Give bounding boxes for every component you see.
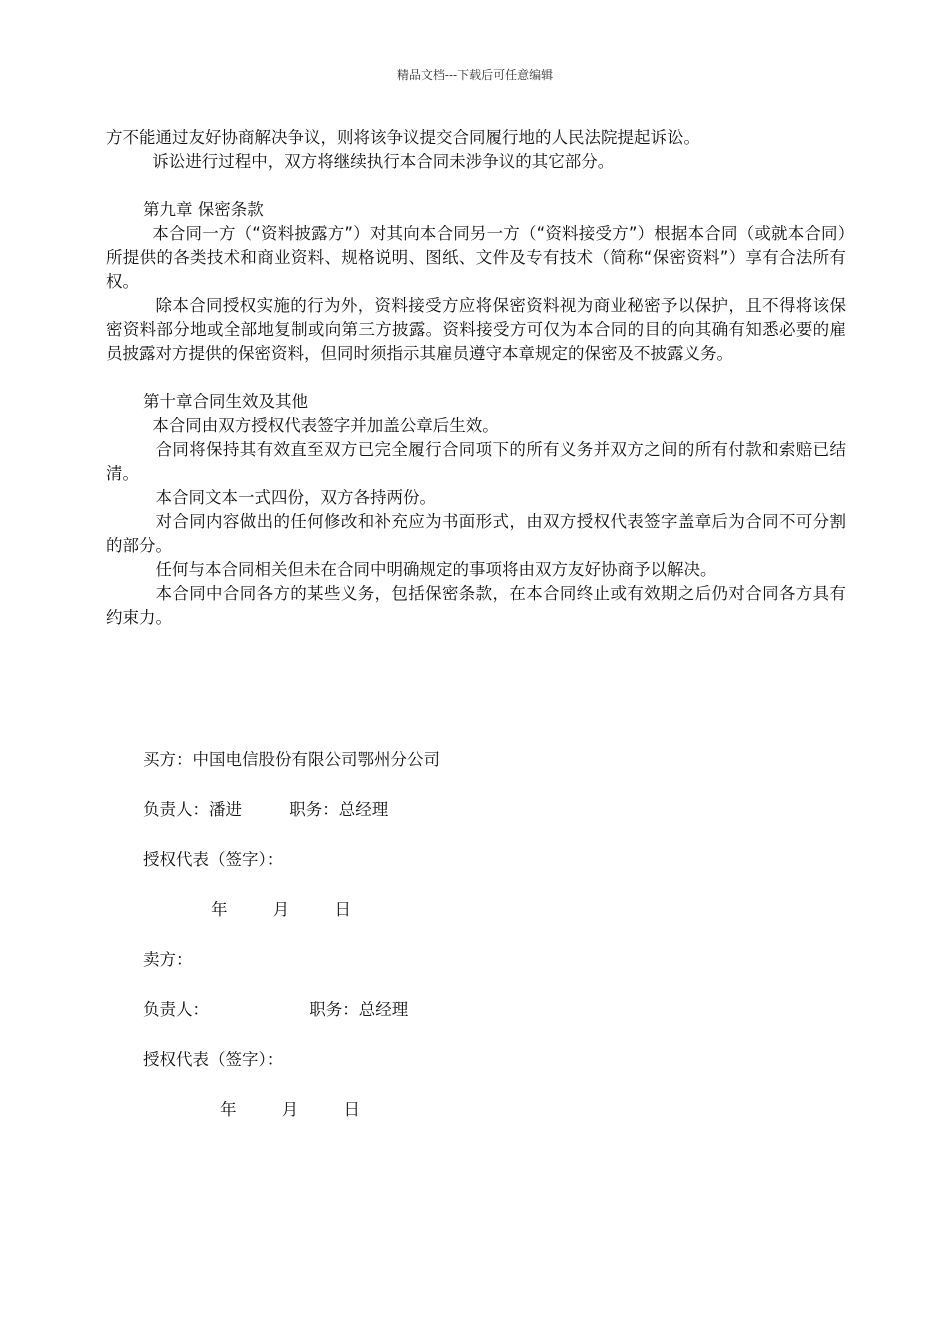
contract-body: [106, 126, 846, 630]
spacer: [106, 366, 846, 390]
seller-responsible: 负责人：: [143, 1000, 209, 1019]
buyer-authorized: 授权代表（签字）：: [143, 850, 284, 869]
seller-date-month: 月: [281, 1100, 299, 1119]
buyer-position: 职务：总经理: [289, 800, 389, 819]
seller-party: 卖方：: [143, 950, 193, 969]
chapter-9-paragraph-1: 本合同一方（“资料披露方”）对其向本合同另一方（“资料接受方”）根据本合同（或就本合同）所提供的各类技术和商业资料、规格说明、图纸、文件及专有技术（简称“保密资料”）享有合法所有权。: [106, 224, 846, 291]
seller-date-year: 年: [220, 1100, 237, 1119]
buyer-date-year: 年: [211, 900, 228, 919]
chapter-10-paragraph-3: 本合同文本一式四份，双方各持两份。: [155, 488, 436, 507]
seller-date-row: [220, 1098, 360, 1122]
seller-date-day: 日: [343, 1100, 360, 1119]
seller-authorized: 授权代表（签字）：: [143, 1050, 284, 1069]
chapter-10-paragraph-2: 合同将保持其有效直至双方已完全履行合同项下的所有义务并双方之间的所有付款和索赔已结清。: [106, 440, 846, 483]
buyer-date-row: [211, 898, 351, 922]
chapter-9-paragraph-2: 除本合同授权实施的行为外，资料接受方应将保密资料视为商业秘密予以保护，且不得将该保密资料部分地或全部地复制或向第三方披露。资料接受方可仅为本合同的目的向其确有知悉必要的雇员披露对方提供的保密资料，但同时须指示其雇员遵守本章规定的保密及不披露义务。: [106, 296, 846, 363]
intro-paragraph-1: 方不能通过友好协商解决争议，则将该争议提交合同履行地的人民法院提起诉讼。: [106, 128, 700, 147]
chapter-9-title: 第九章 保密条款: [143, 200, 264, 219]
buyer-responsible-row: [143, 798, 388, 822]
chapter-10-paragraph-1: 本合同由双方授权代表签字并加盖公章后生效。: [152, 416, 499, 435]
seller-responsible-row: [143, 998, 408, 1022]
chapter-10-title: 第十章合同生效及其他: [143, 392, 308, 411]
chapter-10-paragraph-5: 任何与本合同相关但未在合同中明确规定的事项将由双方友好协商予以解决。: [155, 560, 717, 579]
chapter-10-paragraph-4: 对合同内容做出的任何修改和补充应为书面形式，由双方授权代表签字盖章后为合同不可分割的部分。: [106, 512, 846, 555]
buyer-date-month: 月: [272, 900, 290, 919]
intro-paragraph-2: 诉讼进行过程中，双方将继续执行本合同未涉争议的其它部分。: [152, 152, 615, 171]
spacer: [106, 174, 846, 198]
buyer-party: 买方：中国电信股份有限公司鄂州分公司: [143, 750, 440, 769]
chapter-10-paragraph-6: 本合同中合同各方的某些义务，包括保密条款，在本合同终止或有效期之后仍对合同各方具有约束力。: [106, 584, 846, 627]
seller-position: 职务：总经理: [309, 1000, 409, 1019]
buyer-responsible: 负责人：潘进: [143, 800, 242, 819]
buyer-date-day: 日: [334, 900, 351, 919]
page-header: 精品文档---下载后可任意编辑: [396, 68, 554, 82]
